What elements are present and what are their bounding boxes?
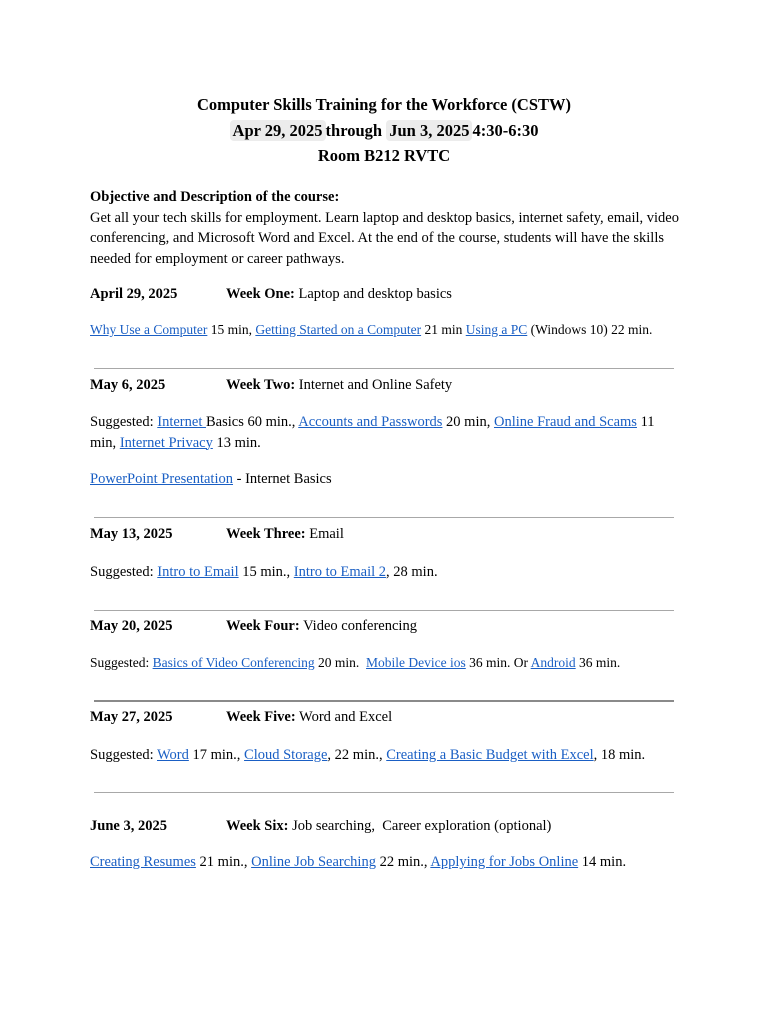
week-six-header xyxy=(90,818,690,835)
start-date-chip[interactable]: Apr 29, 2025 xyxy=(230,120,326,141)
link-mobile-device-ios[interactable]: Mobile Device ios xyxy=(366,655,466,670)
divider xyxy=(94,368,674,369)
link-powerpoint-presentation[interactable]: PowerPoint Presentation xyxy=(90,471,233,487)
week-date: May 20, 2025 xyxy=(90,618,173,634)
week-one-header xyxy=(90,286,690,303)
date-line xyxy=(0,118,768,144)
week-four-resources: Suggested: Basics of Video Conferencing 20 min. Mobile Device ios 36 min. Or Android 36 min. xyxy=(90,655,621,670)
objective-heading: Objective and Description of the course: xyxy=(90,189,340,205)
link-online-fraud-and-scams[interactable]: Online Fraud and Scams xyxy=(493,414,637,430)
divider xyxy=(94,700,674,702)
week-label: Week One: xyxy=(226,286,295,302)
week-four-header xyxy=(90,618,690,635)
link-applying-for-jobs-online[interactable]: Applying for Jobs Online xyxy=(430,854,579,870)
link-creating-resumes[interactable]: Creating Resumes xyxy=(90,854,196,870)
divider xyxy=(94,792,674,793)
end-date-chip[interactable]: Jun 3, 2025 xyxy=(386,120,472,141)
link-online-job-searching[interactable]: Online Job Searching xyxy=(251,854,376,870)
week-three-header xyxy=(90,526,690,543)
link-intro-to-email-2[interactable]: Intro to Email 2 xyxy=(293,564,387,580)
document-header xyxy=(0,92,768,169)
divider xyxy=(94,610,674,611)
link-intro-to-email[interactable]: Intro to Email xyxy=(157,564,239,580)
through-text: through xyxy=(325,120,383,140)
week-two-resources: Suggested: Internet Basics 60 min., Accounts and Passwords 20 min, Online Fraud and Scams 11 min, Internet Privacy 13 min. xyxy=(90,414,655,451)
link-android[interactable]: Android xyxy=(530,655,576,670)
week-two-presentation: PowerPoint Presentation - Internet Basics xyxy=(90,471,332,487)
week-topic: Email xyxy=(309,526,344,542)
week-three-resources: Suggested: Intro to Email 15 min., Intro to Email 2, 28 min. xyxy=(90,564,438,580)
objective-text: Get all your tech skills for employment. Learn laptop and desktop basics, internet safety, email, video conferencing, and Microsoft Word and Excel. At the end of the course, students will have the skills needed for employment or career pathways. xyxy=(90,209,679,267)
week-topic: Internet and Online Safety xyxy=(298,377,453,393)
week-topic: Word and Excel xyxy=(299,709,393,725)
week-topic: Laptop and desktop basics xyxy=(298,286,452,302)
divider xyxy=(94,517,674,518)
week-one-resources: Why Use a Computer 15 min, Getting Started on a Computer 21 min Using a PC (Windows 10) 22 min. xyxy=(90,322,653,337)
week-label: Week Two: xyxy=(226,377,296,393)
week-date: May 27, 2025 xyxy=(90,709,173,725)
course-title: Computer Skills Training for the Workforce (CSTW) xyxy=(196,95,572,114)
objective-section xyxy=(90,187,680,269)
link-word[interactable]: Word xyxy=(157,747,189,763)
week-date: May 13, 2025 xyxy=(90,526,173,542)
week-date: June 3, 2025 xyxy=(90,818,167,834)
week-date: April 29, 2025 xyxy=(90,286,178,302)
link-accounts-and-passwords[interactable]: Accounts and Passwords xyxy=(298,414,443,430)
link-getting-started[interactable]: Getting Started on a Computer xyxy=(255,322,422,337)
week-topic: Video conferencing xyxy=(303,618,417,634)
week-topic: Job searching, Career exploration (optional) xyxy=(292,818,552,834)
link-basic-budget-excel[interactable]: Creating a Basic Budget with Excel xyxy=(386,747,594,763)
week-six-resources: Creating Resumes 21 min., Online Job Searching 22 min., Applying for Jobs Online 14 min. xyxy=(90,854,627,870)
link-basics-of-video-conferencing[interactable]: Basics of Video Conferencing xyxy=(152,655,315,670)
week-two-header xyxy=(90,377,690,394)
link-internet-privacy[interactable]: Internet Privacy xyxy=(119,434,213,451)
week-five-resources: Suggested: Word 17 min., Cloud Storage, 22 min., Creating a Basic Budget with Excel, 18 min. xyxy=(90,747,646,763)
link-why-use-a-computer[interactable]: Why Use a Computer xyxy=(90,322,208,337)
link-cloud-storage[interactable]: Cloud Storage xyxy=(244,747,328,763)
week-five-header xyxy=(90,709,690,726)
week-date: May 6, 2025 xyxy=(90,377,166,393)
week-label: Week Three: xyxy=(226,526,306,542)
room-text: Room B212 RVTC xyxy=(317,146,451,165)
week-label: Week Five: xyxy=(226,709,296,725)
week-label: Week Six: xyxy=(226,818,289,834)
time-text: 4:30-6:30 xyxy=(472,120,539,140)
link-internet[interactable]: Internet xyxy=(157,414,206,430)
week-label: Week Four: xyxy=(226,618,300,634)
link-using-a-pc[interactable]: Using a PC xyxy=(465,322,528,337)
